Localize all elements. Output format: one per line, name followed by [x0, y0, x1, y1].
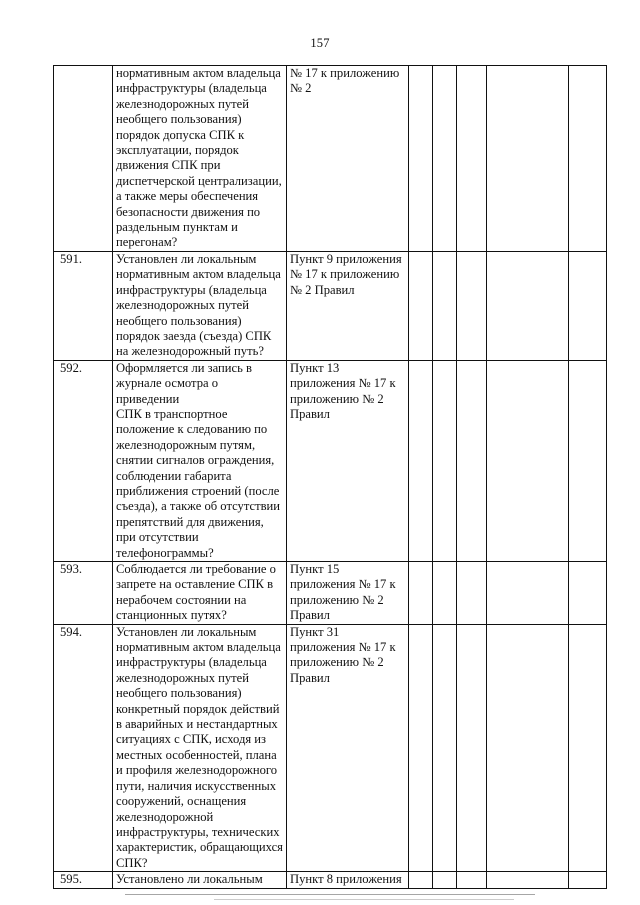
extra-cell — [569, 562, 607, 625]
answer-na-cell — [457, 872, 487, 888]
row-number: 595. — [54, 872, 113, 888]
notes-cell — [487, 360, 569, 561]
answer-no-cell — [433, 360, 457, 561]
scan-edge-line — [125, 894, 535, 895]
table-row — [54, 562, 607, 625]
answer-yes-cell — [409, 624, 433, 872]
question-text: Установлен ли локальным нормативным актом владельца инфраструктуры (владельца железнодорожных путей необщего пользования) порядок заезда (съезда) СПК на железнодорожный путь? — [113, 251, 287, 360]
answer-no-cell — [433, 251, 457, 360]
legal-reference: Пункт 9 приложения № 17 к приложению № 2 Правил — [287, 251, 409, 360]
answer-no-cell — [433, 872, 457, 888]
question-text: Установлено ли локальным — [113, 872, 287, 888]
checklist-table — [53, 65, 607, 889]
notes-cell — [487, 562, 569, 625]
question-text: Оформляется ли запись в журнале осмотра о приведении СПК в транспортное положение к следованию по железнодорожным путям, снятии сигналов ограждения, соблюдении габарита приближения строений (после съезда), а также об отсутствии препятствий для движения, при отсутствии телефонограммы? — [113, 360, 287, 561]
notes-cell — [487, 624, 569, 872]
answer-no-cell — [433, 66, 457, 252]
question-text: Соблюдается ли требование о запрете на оставление СПК в нерабочем состоянии на станционных путях? — [113, 562, 287, 625]
table-row — [54, 66, 607, 252]
answer-no-cell — [433, 624, 457, 872]
extra-cell — [569, 251, 607, 360]
answer-na-cell — [457, 251, 487, 360]
table-row — [54, 360, 607, 561]
legal-reference: № 17 к приложению № 2 — [287, 66, 409, 252]
row-number — [54, 66, 113, 252]
answer-na-cell — [457, 624, 487, 872]
row-number: 594. — [54, 624, 113, 872]
row-number: 591. — [54, 251, 113, 360]
table-row — [54, 251, 607, 360]
answer-yes-cell — [409, 66, 433, 252]
legal-reference: Пункт 13 приложения № 17 к приложению № 2 Правил — [287, 360, 409, 561]
notes-cell — [487, 66, 569, 252]
extra-cell — [569, 360, 607, 561]
answer-yes-cell — [409, 872, 433, 888]
extra-cell — [569, 66, 607, 252]
notes-cell — [487, 872, 569, 888]
table-row — [54, 624, 607, 872]
table-row — [54, 872, 607, 888]
answer-yes-cell — [409, 251, 433, 360]
row-number: 593. — [54, 562, 113, 625]
answer-no-cell — [433, 562, 457, 625]
scan-edge-line — [214, 899, 514, 900]
extra-cell — [569, 872, 607, 888]
notes-cell — [487, 251, 569, 360]
extra-cell — [569, 624, 607, 872]
legal-reference: Пункт 31 приложения № 17 к приложению № 2 Правил — [287, 624, 409, 872]
answer-na-cell — [457, 562, 487, 625]
page-number: 157 — [310, 36, 330, 50]
answer-yes-cell — [409, 360, 433, 561]
question-text: нормативным актом владельца инфраструктуры (владельца железнодорожных путей необщего пользования) порядок допуска СПК к эксплуатации, порядок движения СПК при диспетчерской централизации, а также меры обеспечения безопасности движения по раздельным пунктам и перегонам? — [113, 66, 287, 252]
question-text: Установлен ли локальным нормативным актом владельца инфраструктуры (владельца железнодорожных путей необщего пользования) конкретный порядок действий в аварийных и нестандартных ситуациях с СПК, исходя из местных особенностей, плана и профиля железнодорожного пути, наличия искусственных сооружений, оснащения железнодорожной инфраструктуры, технических характеристик, обращающихся СПК? — [113, 624, 287, 872]
answer-yes-cell — [409, 562, 433, 625]
legal-reference: Пункт 15 приложения № 17 к приложению № 2 Правил — [287, 562, 409, 625]
legal-reference: Пункт 8 приложения — [287, 872, 409, 888]
answer-na-cell — [457, 360, 487, 561]
answer-na-cell — [457, 66, 487, 252]
row-number: 592. — [54, 360, 113, 561]
